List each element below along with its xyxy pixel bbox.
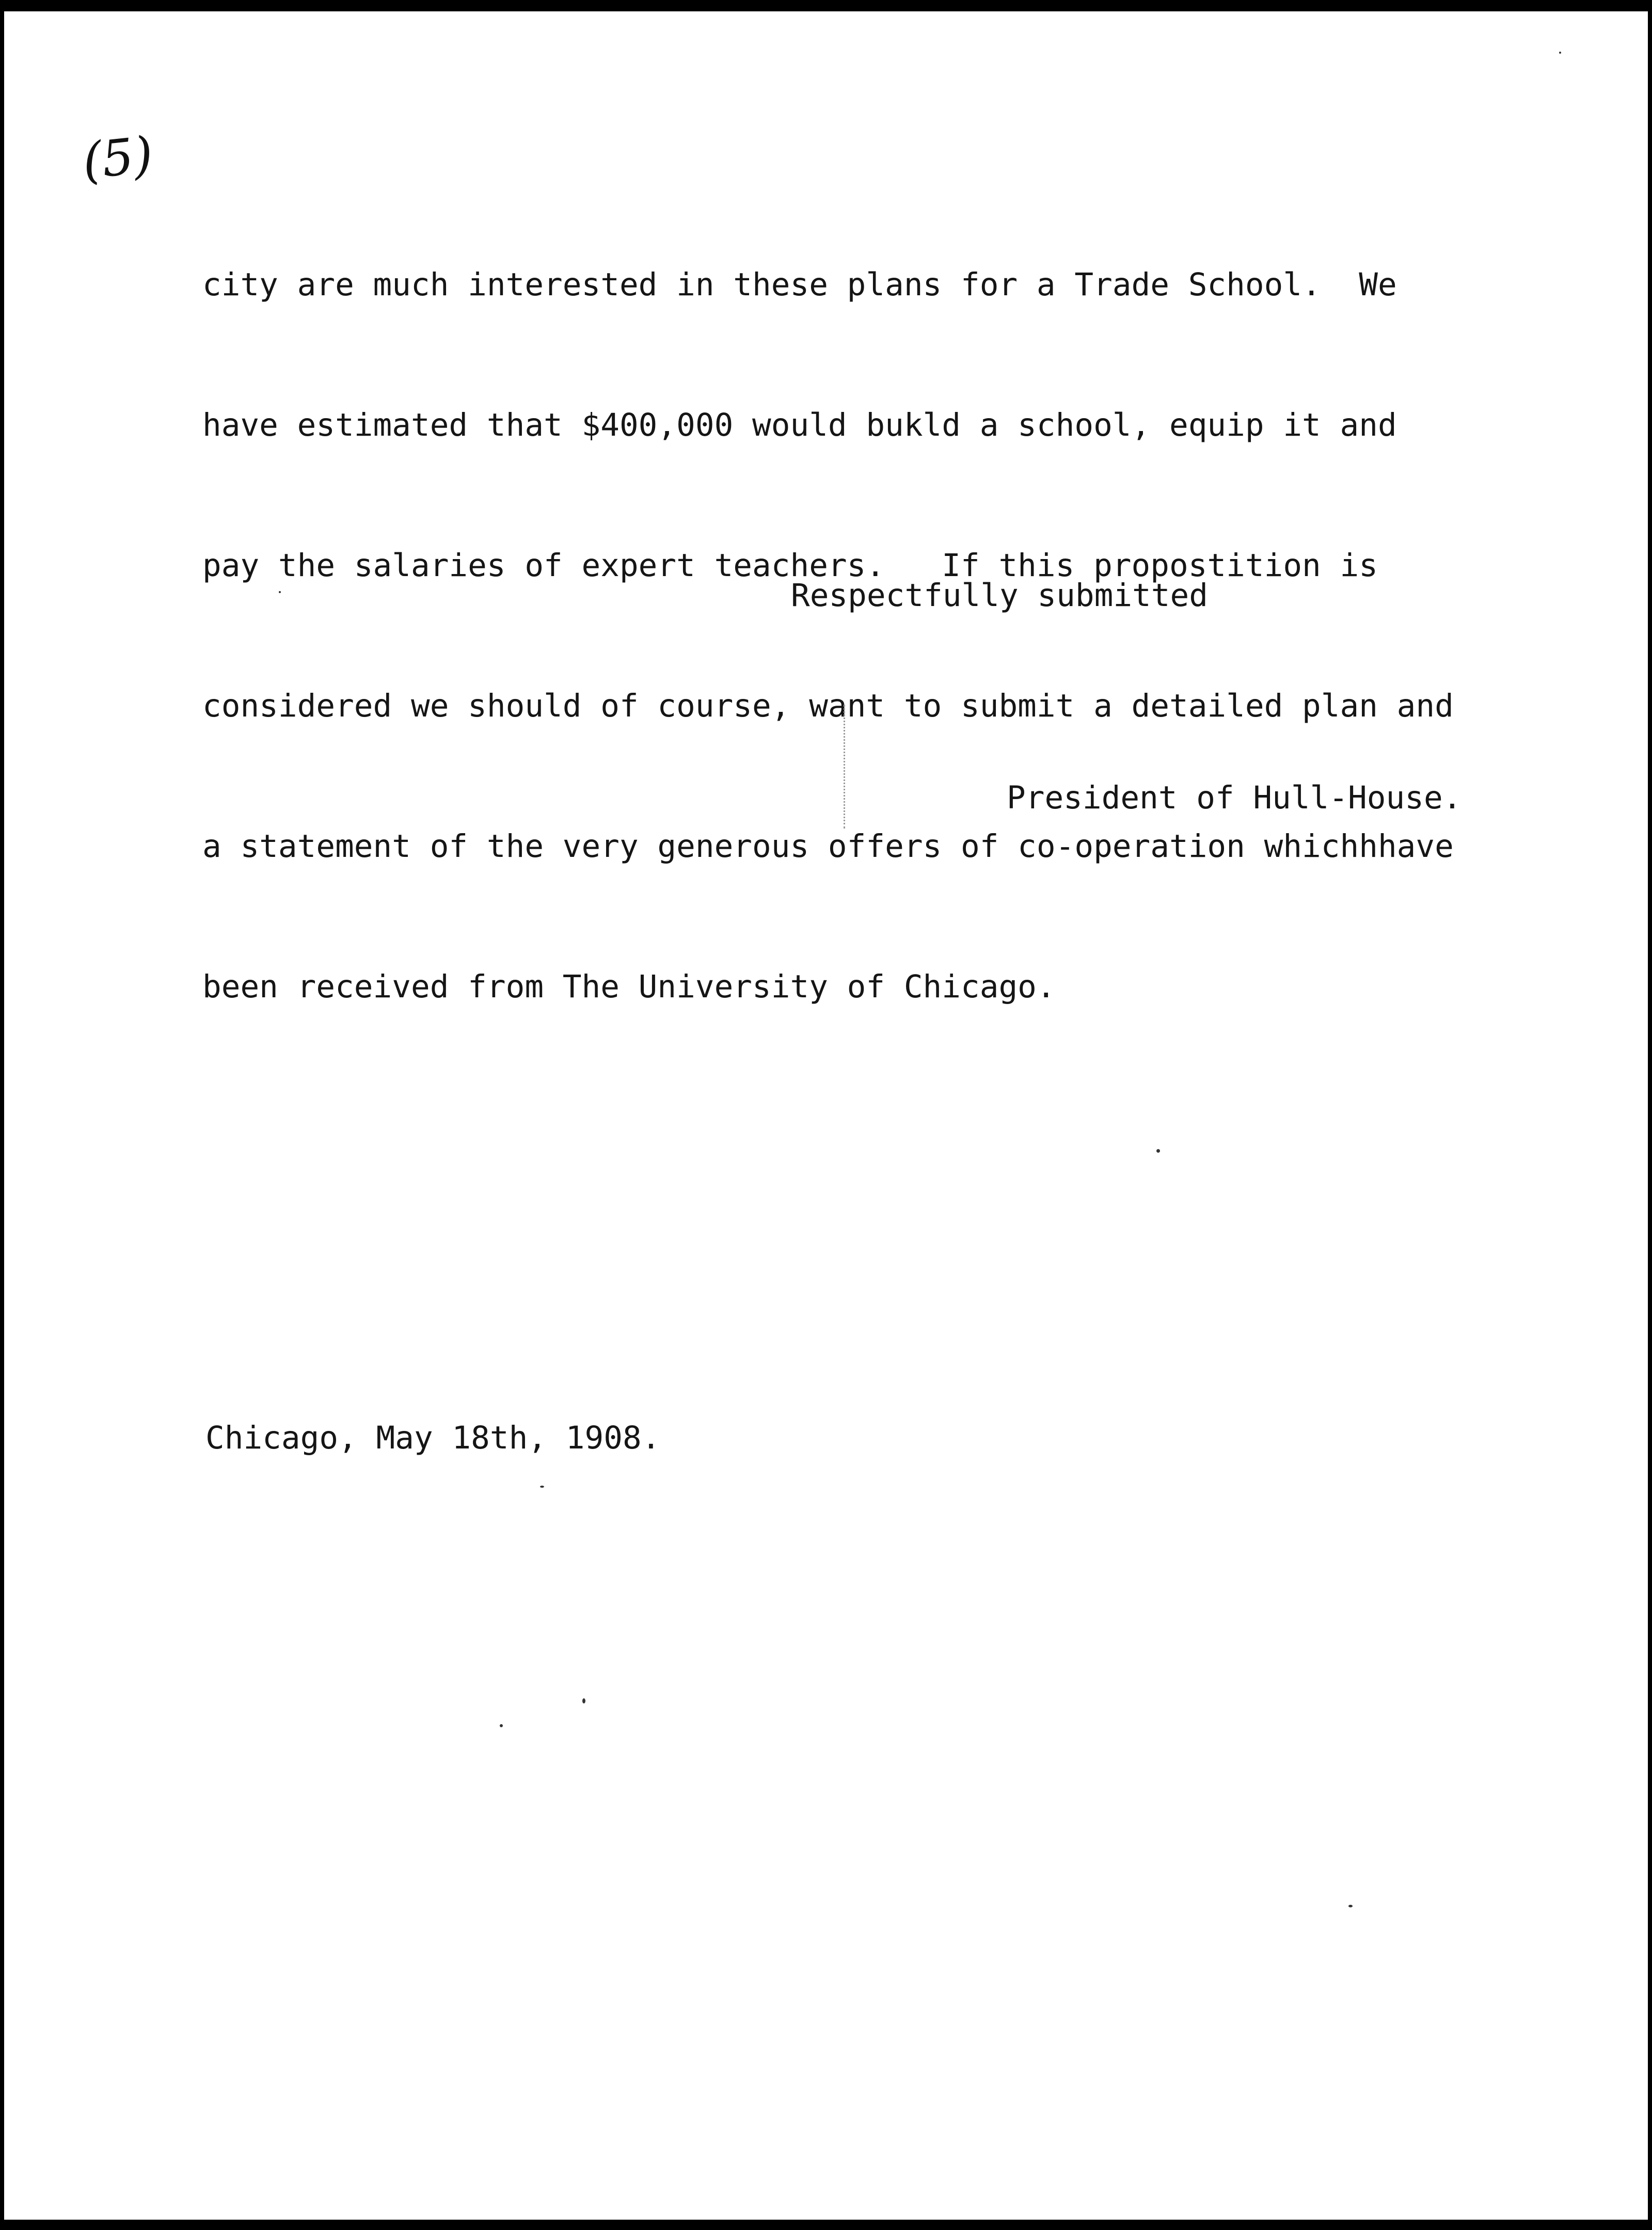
body-line: a statement of the very generous offers of co-operation whichhhave (202, 828, 1454, 865)
scan-border-left (0, 0, 4, 2230)
body-line: been received from The University of Chicago. (202, 968, 1056, 1005)
body-line: city are much interested in these plans for a Trade School. We (202, 266, 1397, 303)
scan-speck (500, 1724, 503, 1727)
handwritten-page-number: (5) (80, 125, 156, 190)
scan-border-right (1648, 0, 1652, 2230)
dateline: Chicago, May 18th, 1908. (205, 1420, 661, 1456)
letter-body (202, 178, 1524, 1094)
body-line: have estimated that $400,000 would bukld a school, equip it and (202, 407, 1397, 443)
signer-title: President of Hull-House. (1007, 779, 1462, 816)
scan-speck (1559, 52, 1561, 54)
body-line: considered we should of course, want to submit a detailed plan and (202, 688, 1454, 724)
scan-speck (1156, 1149, 1160, 1153)
body-line: pay the salaries of expert teachers. If this propostition is (202, 547, 1378, 584)
scan-border-bottom (0, 2220, 1652, 2230)
signature-space-mark (844, 705, 847, 829)
scan-speck (540, 1486, 544, 1488)
scan-border-top (0, 0, 1652, 11)
scan-speck (582, 1698, 585, 1703)
scan-speck (279, 591, 281, 593)
closing-text: Respectfully submitted (791, 577, 1208, 614)
scan-speck (1348, 1905, 1353, 1907)
